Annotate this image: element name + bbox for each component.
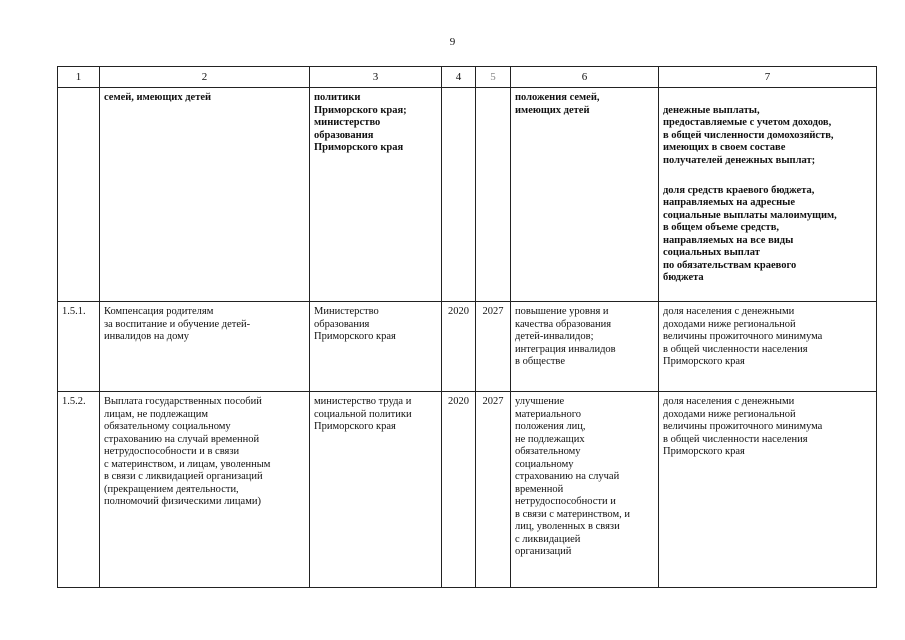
header-cell-2: 2 xyxy=(100,67,310,88)
table-row xyxy=(58,302,877,392)
program-table xyxy=(57,66,877,588)
header-cell-5: 5 xyxy=(476,67,511,88)
header-cell-3: 3 xyxy=(310,67,442,88)
responsible-executor: политики Приморского края; министерство образования Приморского края xyxy=(310,88,442,302)
page-number: 9 xyxy=(449,36,456,48)
row-number: 1.5.2. xyxy=(58,392,100,588)
table-row xyxy=(58,392,877,588)
measure-name: семей, имеющих детей xyxy=(100,88,310,302)
start-year: 2020 xyxy=(442,392,476,588)
expected-result: улучшение материального положения лиц, не подлежащих обязательному социальному страхованию на случай временной нетрудоспособности и в связи с материнством, и лиц, уволенных в связи с ликвидацией организаций xyxy=(511,392,659,588)
responsible-executor: министерство труда и социальной политики Приморского края xyxy=(310,392,442,588)
header-row xyxy=(58,67,877,88)
end-year: 2027 xyxy=(476,302,511,392)
expected-result: повышение уровня и качества образования детей-инвалидов; интеграция инвалидов в обществе xyxy=(511,302,659,392)
indicator: доля населения с денежными доходами ниже региональной величины прожиточного минимума в общей численности населения Приморского края xyxy=(659,302,877,392)
header-cell-1: 1 xyxy=(58,67,100,88)
row-number: 1.5.1. xyxy=(58,302,100,392)
indicator xyxy=(659,88,877,302)
indicator-part-1: денежные выплаты, предоставляемые с учетом доходов, в общей численности домохозяйств, имеющих в своем составе получателей денежных выплат; xyxy=(663,104,834,166)
header-cell-4: 4 xyxy=(442,67,476,88)
responsible-executor: Министерство образования Приморского края xyxy=(310,302,442,392)
header-cell-7: 7 xyxy=(659,67,877,88)
indicator-part-2: доля средств краевого бюджета, направляемых на адресные социальные выплаты малоимущим, в общем объеме средств, направляемых на все виды социальных выплат по обязательствам краевого бюджета xyxy=(663,184,837,283)
start-year: 2020 xyxy=(442,302,476,392)
end-year: 2027 xyxy=(476,392,511,588)
expected-result: положения семей, имеющих детей xyxy=(511,88,659,302)
measure-name: Выплата государственных пособий лицам, не подлежащим обязательному социальному страхованию на случай временной нетрудоспособности и в связи с материнством, и лицам, уволенным в связи с ликвидацией организаций (прекращением деятельности, полномочий физическими лицами) xyxy=(100,392,310,588)
table-row xyxy=(58,88,877,302)
row-number xyxy=(58,88,100,302)
indicator: доля населения с денежными доходами ниже региональной величины прожиточного минимума в общей численности населения Приморского края xyxy=(659,392,877,588)
start-year xyxy=(442,88,476,302)
measure-name: Компенсация родителям за воспитание и обучение детей- инвалидов на дому xyxy=(100,302,310,392)
header-cell-6: 6 xyxy=(511,67,659,88)
end-year xyxy=(476,88,511,302)
